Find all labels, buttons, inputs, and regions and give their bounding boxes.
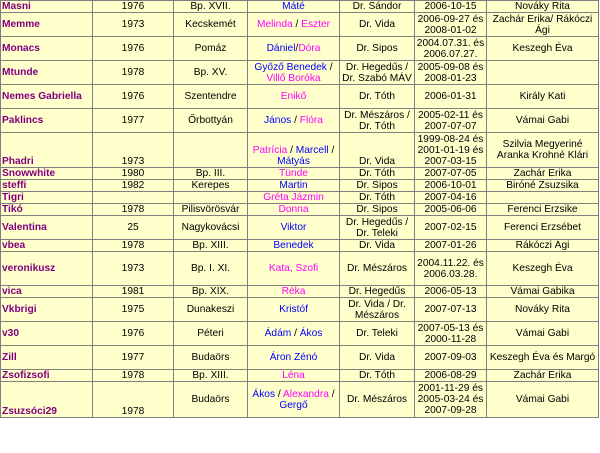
table-row bbox=[1, 37, 599, 61]
birth-date-cell: 2006-01-31 bbox=[415, 85, 487, 109]
birth-date-cell: 2007-02-15 bbox=[415, 216, 487, 240]
birth-date-cell: 2007-07-13 bbox=[415, 298, 487, 322]
doctor-cell: Dr. Hegedűs / Dr. Teleki bbox=[340, 216, 415, 240]
birth-year-cell: 1976 bbox=[93, 322, 174, 346]
table-row bbox=[1, 13, 599, 37]
birth-date-cell: 2001-11-29 és 2005-03-24 és 2007-09-28 bbox=[415, 382, 487, 418]
name-separator: / bbox=[291, 115, 300, 126]
child-name: Villő Boróka bbox=[266, 72, 321, 84]
nickname-cell: Zsuzsóci29 bbox=[1, 382, 93, 418]
doctor-cell: Dr. Vida bbox=[340, 346, 415, 370]
nickname-cell: vbea bbox=[1, 240, 93, 252]
table-row bbox=[1, 382, 599, 418]
name-separator: / bbox=[292, 19, 302, 30]
table-row bbox=[1, 168, 599, 180]
birth-year-cell: 1976 bbox=[93, 37, 174, 61]
city-cell: Kerepes bbox=[174, 180, 248, 192]
child-name: Ádám bbox=[264, 328, 292, 339]
table-row bbox=[1, 286, 599, 298]
child-name: Kata, Szofi bbox=[268, 263, 319, 274]
children-cell bbox=[248, 109, 340, 133]
doctor-cell: Dr. Mészáros bbox=[340, 382, 415, 418]
birth-date-cell: 2007-01-26 bbox=[415, 240, 487, 252]
name-separator: / bbox=[295, 43, 299, 54]
nickname-cell: Nemes Gabriella bbox=[1, 85, 93, 109]
birth-year-cell: 25 bbox=[93, 216, 174, 240]
child-name: Léna bbox=[282, 370, 305, 381]
children-cell bbox=[248, 61, 340, 85]
birth-date-cell: 2006-08-29 bbox=[415, 370, 487, 382]
table-row bbox=[1, 109, 599, 133]
midwife-cell: Király Kati bbox=[487, 85, 599, 109]
birth-date-cell: 2004.07.31. és 2006.07.27. bbox=[415, 37, 487, 61]
birth-date-cell: 2006-10-01 bbox=[415, 180, 487, 192]
midwife-cell: Vámai Gabi bbox=[487, 382, 599, 418]
city-cell: Őrbottyán bbox=[174, 109, 248, 133]
doctor-cell: Dr. Tóth bbox=[340, 168, 415, 180]
nickname-cell: Tigri bbox=[1, 192, 93, 204]
birth-year-cell: 1973 bbox=[93, 252, 174, 286]
nickname-cell: Zsofizsofi bbox=[1, 370, 93, 382]
table-row bbox=[1, 133, 599, 168]
birth-year-cell: 1978 bbox=[93, 240, 174, 252]
table-row bbox=[1, 180, 599, 192]
children-cell bbox=[248, 346, 340, 370]
birth-year-cell: 1976 bbox=[93, 1, 174, 13]
birth-date-cell: 2005-06-06 bbox=[415, 204, 487, 216]
children-cell bbox=[248, 286, 340, 298]
midwife-cell: Nováky Rita bbox=[487, 298, 599, 322]
nickname-cell: Monacs bbox=[1, 37, 93, 61]
children-cell bbox=[248, 13, 340, 37]
midwife-cell: Vámai Gabika bbox=[487, 286, 599, 298]
city-cell: Bp. XIII. bbox=[174, 240, 248, 252]
city-cell: Kecskemét bbox=[174, 13, 248, 37]
city-cell bbox=[174, 192, 248, 204]
midwife-cell: Keszegh Éva és Margó bbox=[487, 346, 599, 370]
birth-year-cell: 1978 bbox=[93, 370, 174, 382]
midwife-cell: Szilvia Megyeriné Aranka Krohné Klári bbox=[487, 133, 599, 168]
midwife-cell: Birόné Zsuzsika bbox=[487, 180, 599, 192]
table-row bbox=[1, 346, 599, 370]
table-row bbox=[1, 192, 599, 204]
birth-year-cell: 1982 bbox=[93, 180, 174, 192]
name-separator: / bbox=[328, 145, 335, 156]
child-name: Eszter bbox=[301, 19, 331, 30]
child-name: Tünde bbox=[279, 168, 308, 179]
doctor-cell: Dr. Sipos bbox=[340, 37, 415, 61]
child-name: Marcell bbox=[295, 145, 329, 156]
nickname-cell: Valentina bbox=[1, 216, 93, 240]
child-name: Benedek bbox=[273, 240, 314, 251]
birth-year-cell: 1977 bbox=[93, 346, 174, 370]
birth-year-cell: 1973 bbox=[93, 133, 174, 168]
birth-year-cell: 1977 bbox=[93, 109, 174, 133]
doctor-cell: Dr. Hegedűs bbox=[340, 286, 415, 298]
city-cell: Bp. XVII. bbox=[174, 1, 248, 13]
child-name: Dóra bbox=[298, 43, 321, 54]
midwife-cell: Vámai Gabi bbox=[487, 322, 599, 346]
nickname-cell: steffi bbox=[1, 180, 93, 192]
birth-date-cell: 2007-04-16 bbox=[415, 192, 487, 204]
table-row bbox=[1, 216, 599, 240]
children-cell bbox=[248, 382, 340, 418]
nickname-cell: Masni bbox=[1, 1, 93, 13]
birth-date-cell: 2007-09-03 bbox=[415, 346, 487, 370]
birth-date-cell: 1999-08-24 és 2001-01-19 és 2007-03-15 bbox=[415, 133, 487, 168]
table-row bbox=[1, 85, 599, 109]
doctor-cell: Dr. Tóth bbox=[340, 370, 415, 382]
city-cell bbox=[174, 133, 248, 168]
doctor-cell: Dr. Sándor bbox=[340, 1, 415, 13]
children-cell bbox=[248, 168, 340, 180]
city-cell: Bp. III. bbox=[174, 168, 248, 180]
name-separator: / bbox=[287, 145, 296, 156]
birth-year-cell: 1975 bbox=[93, 298, 174, 322]
child-name: Ákos bbox=[252, 388, 276, 400]
children-cell bbox=[248, 133, 340, 168]
children-cell bbox=[248, 216, 340, 240]
birth-year-cell: 1981 bbox=[93, 286, 174, 298]
children-cell bbox=[248, 192, 340, 204]
doctor-cell: Dr. Vida bbox=[340, 133, 415, 168]
child-name: Viktor bbox=[280, 222, 307, 233]
city-cell: Nagykovácsi bbox=[174, 216, 248, 240]
doctor-cell: Dr. Vida bbox=[340, 240, 415, 252]
birth-year-cell bbox=[93, 192, 174, 204]
doctor-cell: Dr. Sipos bbox=[340, 204, 415, 216]
birth-year-cell: 1973 bbox=[93, 13, 174, 37]
children-cell bbox=[248, 180, 340, 192]
children-cell bbox=[248, 322, 340, 346]
child-name: Réka bbox=[281, 286, 306, 297]
city-cell: Budaörs bbox=[174, 382, 248, 418]
birth-date-cell: 2005-09-08 és 2008-01-23 bbox=[415, 61, 487, 85]
name-separator: / bbox=[275, 388, 284, 400]
child-name: Áron Zénó bbox=[269, 352, 318, 363]
children-cell bbox=[248, 1, 340, 13]
doctor-cell: Dr. Vida bbox=[340, 13, 415, 37]
table-row bbox=[1, 298, 599, 322]
table-row bbox=[1, 1, 599, 13]
children-cell bbox=[248, 37, 340, 61]
child-name: Győző Benedek bbox=[254, 61, 327, 73]
city-cell: Pomáz bbox=[174, 37, 248, 61]
doctor-cell: Dr. Vida / Dr. Mészáros bbox=[340, 298, 415, 322]
child-name: Donna bbox=[278, 204, 309, 215]
children-cell bbox=[248, 85, 340, 109]
child-name: Alexandra bbox=[283, 388, 329, 400]
table-row bbox=[1, 61, 599, 85]
doctor-cell: Dr. Hegedűs / Dr. Szabó MÁV bbox=[340, 61, 415, 85]
birth-date-cell: 2006-05-13 bbox=[415, 286, 487, 298]
child-name: Patrícia bbox=[252, 145, 288, 156]
birth-date-cell: 2006-10-15 bbox=[415, 1, 487, 13]
name-separator: / bbox=[326, 61, 333, 73]
children-cell bbox=[248, 204, 340, 216]
city-cell: Budaörs bbox=[174, 346, 248, 370]
midwife-cell: Vámai Gabi bbox=[487, 109, 599, 133]
midwife-cell: Ferenci Erzsike bbox=[487, 204, 599, 216]
midwife-cell: Keszegh Éva bbox=[487, 252, 599, 286]
midwife-cell: Zachár Erika bbox=[487, 370, 599, 382]
name-separator: / bbox=[291, 328, 300, 339]
birth-date-cell: 2004.11.22. és 2006.03.28. bbox=[415, 252, 487, 286]
table-row bbox=[1, 252, 599, 286]
nickname-cell: Paklincs bbox=[1, 109, 93, 133]
child-name: Dániel bbox=[266, 43, 296, 54]
nickname-cell: Zill bbox=[1, 346, 93, 370]
children-cell bbox=[248, 240, 340, 252]
city-cell: Szentendre bbox=[174, 85, 248, 109]
doctor-cell: Dr. Sipos bbox=[340, 180, 415, 192]
city-cell: Péteri bbox=[174, 322, 248, 346]
child-name: Ákos bbox=[299, 328, 323, 339]
doctor-cell: Dr. Mészáros bbox=[340, 252, 415, 286]
child-name: Mátyás bbox=[277, 156, 310, 167]
child-name: Enikő bbox=[280, 91, 307, 102]
birth-year-cell: 1980 bbox=[93, 168, 174, 180]
city-cell: Bp. XIX. bbox=[174, 286, 248, 298]
city-cell: Pilisvörösvár bbox=[174, 204, 248, 216]
nickname-cell: Vkbrigi bbox=[1, 298, 93, 322]
nickname-cell: Memme bbox=[1, 13, 93, 37]
child-name: Kristóf bbox=[279, 304, 308, 315]
child-name: Flóra bbox=[299, 115, 323, 126]
children-cell bbox=[248, 298, 340, 322]
doctor-cell: Dr. Teleki bbox=[340, 322, 415, 346]
birth-year-cell: 1978 bbox=[93, 382, 174, 418]
midwife-cell: Rákóczi Ági bbox=[487, 240, 599, 252]
city-cell: Bp. XV. bbox=[174, 61, 248, 85]
midwife-cell: Zachár Erika bbox=[487, 168, 599, 180]
children-cell bbox=[248, 370, 340, 382]
midwife-cell: Keszegh Éva bbox=[487, 37, 599, 61]
table-row bbox=[1, 322, 599, 346]
birth-date-cell: 2005-02-11 és 2007-07-07 bbox=[415, 109, 487, 133]
midwife-cell: Zachár Erika/ Rákóczi Ági bbox=[487, 13, 599, 37]
doctor-cell: Dr. Mészáros / Dr. Tóth bbox=[340, 109, 415, 133]
midwife-cell: Ferenci Erzsébet bbox=[487, 216, 599, 240]
child-name: Melinda bbox=[256, 19, 293, 30]
birth-date-cell: 2007-07-05 bbox=[415, 168, 487, 180]
midwife-cell bbox=[487, 61, 599, 85]
midwife-cell bbox=[487, 192, 599, 204]
nickname-cell: Mtunde bbox=[1, 61, 93, 85]
table-row bbox=[1, 370, 599, 382]
nickname-cell: vica bbox=[1, 286, 93, 298]
city-cell: Bp. I. XI. bbox=[174, 252, 248, 286]
doctor-cell: Dr. Tóth bbox=[340, 85, 415, 109]
name-separator: / bbox=[328, 388, 335, 400]
birth-year-cell: 1978 bbox=[93, 204, 174, 216]
child-name: Martin bbox=[279, 180, 308, 191]
midwife-cell: Nováky Rita bbox=[487, 1, 599, 13]
birth-year-cell: 1976 bbox=[93, 85, 174, 109]
city-cell: Bp. XIII. bbox=[174, 370, 248, 382]
children-cell bbox=[248, 252, 340, 286]
birth-date-cell: 2007-05-13 és 2000-11-28 bbox=[415, 322, 487, 346]
nickname-cell: veronikusz bbox=[1, 252, 93, 286]
nickname-cell: v30 bbox=[1, 322, 93, 346]
doctor-cell: Dr. Tóth bbox=[340, 192, 415, 204]
nickname-cell: Snowwhite bbox=[1, 168, 93, 180]
child-name: Gergő bbox=[279, 399, 308, 411]
city-cell: Dunakeszi bbox=[174, 298, 248, 322]
birth-date-cell: 2006-09-27 és 2008-01-02 bbox=[415, 13, 487, 37]
birth-year-cell: 1978 bbox=[93, 61, 174, 85]
nickname-cell: Tikó bbox=[1, 204, 93, 216]
child-name: Gréta Jázmin bbox=[263, 192, 324, 203]
child-name: János bbox=[264, 115, 292, 126]
table-row bbox=[1, 204, 599, 216]
child-name: Máté bbox=[282, 1, 305, 12]
table-row bbox=[1, 240, 599, 252]
nickname-cell: Phadri bbox=[1, 133, 93, 168]
